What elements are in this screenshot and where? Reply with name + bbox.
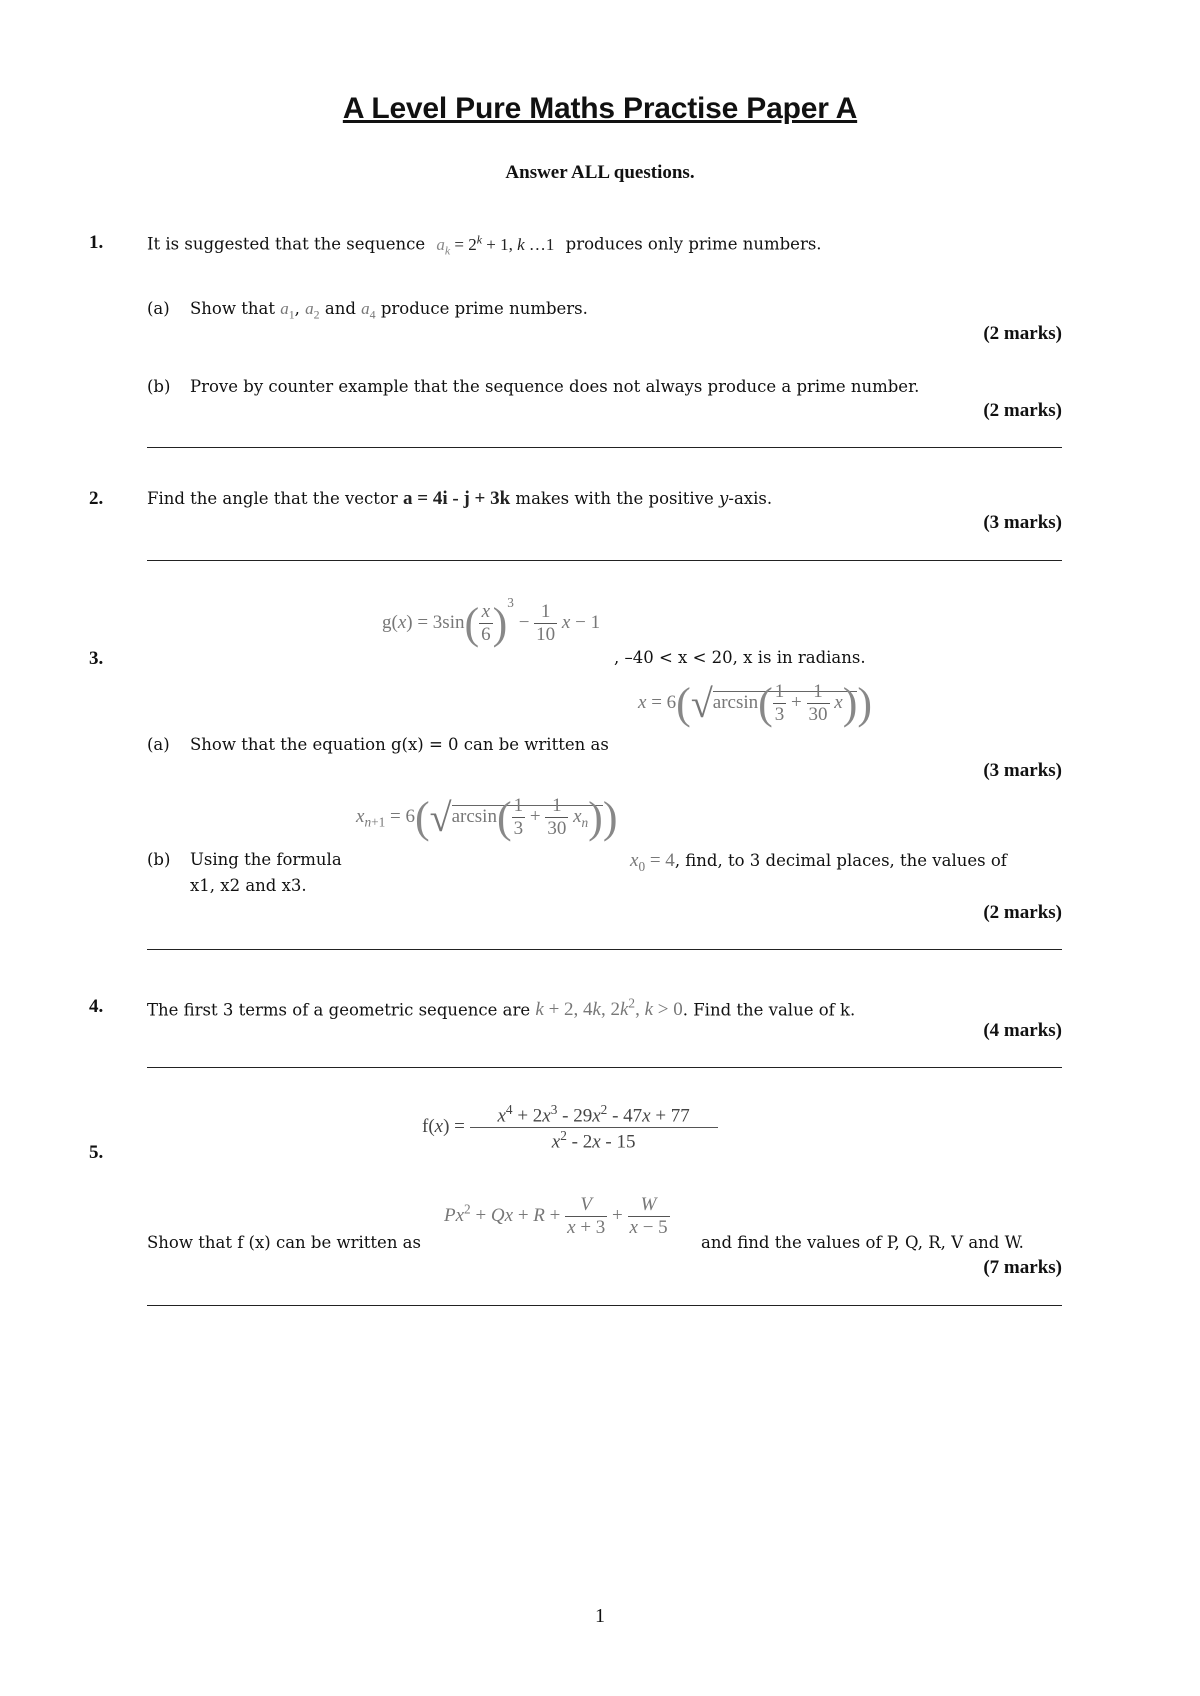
question-2-number: 2. bbox=[89, 488, 104, 509]
question-1b-marks: (2 marks) bbox=[983, 400, 1062, 421]
question-1a-post: produce prime numbers. bbox=[380, 299, 588, 318]
partial-fraction-form: $Px^2 + Qx + R$ + $\frac{V}{x + 3}$ + $\frac{W}{x - 5}$ bbox=[444, 1194, 668, 1238]
question-3b-line1 bbox=[630, 850, 1007, 875]
question-4-marks: (4 marks) bbox=[983, 1020, 1062, 1041]
rearranged-equation: x = 6(√arcsin( $\frac{1}{3}$ + $\frac{1}{30}$ x)) bbox=[638, 679, 873, 728]
sequence-formula: $a_k = 2^k + 1$, k …1 bbox=[436, 232, 555, 258]
question-1a-pre: Show that bbox=[190, 299, 275, 318]
iterative-formula: $x_{n+1} = 6(√\arcsin$( $\frac{1}{3}$ + $\frac{1}{30}$ $x_n$)) bbox=[356, 793, 618, 842]
question-3a-text: Show that the equation g(x) = 0 can be written as bbox=[190, 735, 609, 754]
question-4-number: 4. bbox=[89, 996, 104, 1017]
question-4-pre: The first 3 terms of a geometric sequence are bbox=[147, 1000, 531, 1020]
initial-value: $x_0 = 4$ bbox=[630, 850, 675, 874]
divider bbox=[147, 949, 1062, 950]
question-5-marks: (7 marks) bbox=[983, 1257, 1062, 1278]
question-1b-label: (b) bbox=[147, 377, 171, 396]
question-3b-line2: x1, x2 and x3. bbox=[190, 876, 307, 895]
question-3a-marks: (3 marks) bbox=[983, 760, 1062, 781]
instructions: Answer ALL questions. bbox=[505, 162, 695, 183]
question-2-post-a: makes with the positive bbox=[515, 489, 714, 508]
question-2-post-b: -axis. bbox=[728, 489, 773, 508]
page-title: A Level Pure Maths Practise Paper A bbox=[342, 92, 858, 125]
term-a2: $a_2$ bbox=[305, 299, 320, 322]
question-2-pre: Find the angle that the vector bbox=[147, 489, 398, 508]
question-2-text bbox=[147, 488, 772, 510]
question-2-marks: (3 marks) bbox=[983, 512, 1062, 533]
divider bbox=[147, 1067, 1062, 1068]
question-3-number: 3. bbox=[89, 648, 104, 669]
divider bbox=[147, 447, 1062, 448]
divider bbox=[147, 560, 1062, 561]
question-4-post: . Find the value of k. bbox=[682, 1000, 856, 1020]
question-3b-post: , find, to 3 decimal places, the values of bbox=[674, 851, 1007, 870]
page-number: 1 bbox=[595, 1605, 605, 1627]
question-5-pre: Show that f (x) can be written as bbox=[147, 1233, 421, 1252]
divider bbox=[147, 1305, 1062, 1306]
question-3b-marks: (2 marks) bbox=[983, 902, 1062, 923]
function-f-definition: f(x) = $\frac{x^4 + 2x^3 - 29x^2 - 47x + 77}{x^2 - 2x - 15}$ bbox=[422, 1102, 718, 1154]
question-1-stem-pre: It is suggested that the sequence bbox=[147, 234, 426, 254]
question-3b-label: (b) bbox=[147, 850, 171, 869]
question-1-stem bbox=[147, 232, 822, 258]
term-a1: $a_1$ bbox=[280, 299, 295, 322]
question-1a-text: Show that $a_1$, $a_2$ and $a_4$ produce prime numbers. bbox=[190, 299, 588, 322]
question-1-number: 1. bbox=[89, 232, 104, 253]
question-4-text bbox=[147, 996, 855, 1021]
question-3b-pre: Using the formula bbox=[190, 850, 342, 869]
geometric-terms: k + 2, 4k, $2k^2$, k > 0 bbox=[535, 996, 683, 1021]
question-1a-label: (a) bbox=[147, 299, 170, 318]
question-1-stem-post: produces only prime numbers. bbox=[565, 234, 822, 254]
question-1a-marks: (2 marks) bbox=[983, 323, 1062, 344]
question-3a-label: (a) bbox=[147, 735, 170, 754]
term-a4: $a_4$ bbox=[361, 299, 376, 322]
question-3-domain: , –40 < x < 20, x is in radians. bbox=[614, 648, 866, 667]
vector-expression: a = 4i - j + 3k bbox=[403, 488, 511, 509]
question-5-number: 5. bbox=[89, 1142, 104, 1163]
question-1a-and: and bbox=[324, 299, 356, 318]
question-1b-text: Prove by counter example that the sequence does not always produce a prime number. bbox=[190, 377, 920, 396]
question-5-post: and find the values of P, Q, R, V and W. bbox=[701, 1233, 1024, 1252]
question-2-post-var: y bbox=[719, 489, 729, 508]
function-g-definition: g(x) = 3sin( $\frac{x}{6}$ )$^3$ − $\frac{1}{10}$ x − 1 bbox=[382, 594, 601, 648]
